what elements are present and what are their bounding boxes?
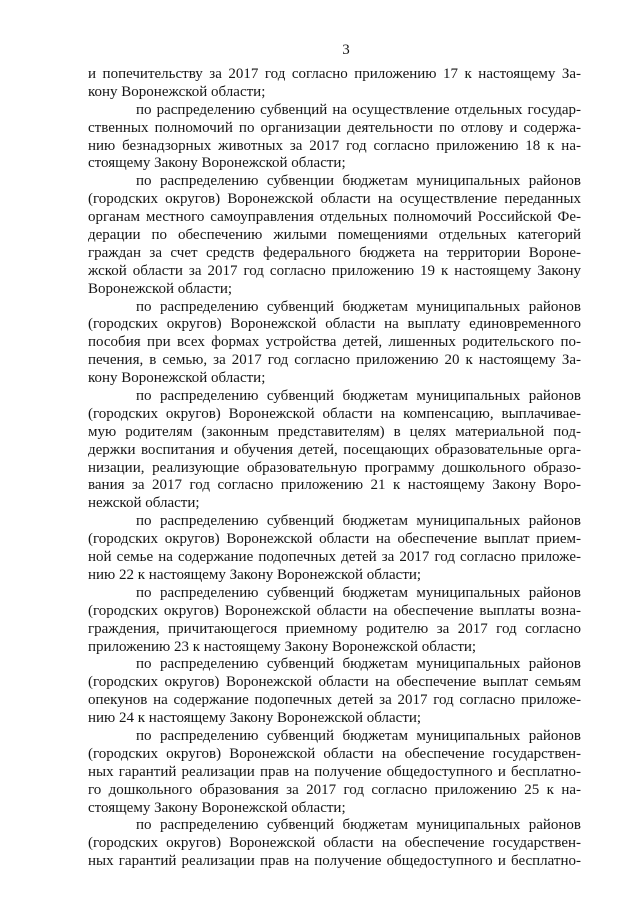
text-line: граждения, причитающегося приемному родителю за 2017 год согласно bbox=[88, 620, 581, 637]
text-line: (городских округов) Воронежской области на выплату единовременного bbox=[88, 316, 581, 333]
text-line: нию 22 к настоящему Закону Воронежской области; bbox=[88, 566, 422, 583]
text-line: (городских округов) Воронежской области на обеспечение выплат семьям bbox=[88, 674, 581, 691]
text-line: (городских округов) Воронежской области на обеспечение выплаты возна- bbox=[88, 602, 581, 619]
text-line: нежской области; bbox=[88, 495, 200, 512]
paragraph bbox=[88, 817, 581, 871]
text-line: (городских округов) Воронежской области на обеспечение выплат прием- bbox=[88, 531, 581, 548]
paragraph bbox=[88, 173, 581, 298]
text-line: (городских округов) Воронежской области на компенсацию, выплачивае- bbox=[88, 405, 581, 422]
text-line: по распределению субвенции бюджетам муниципальных районов bbox=[136, 173, 581, 190]
text-line: по распределению субвенций бюджетам муниципальных районов bbox=[136, 817, 581, 834]
paragraph bbox=[88, 585, 581, 657]
text-line: ной семье на содержание подопечных детей за 2017 год согласно приложе- bbox=[88, 549, 581, 566]
text-line: органам местного самоуправления отдельных полномочий Российской Фе- bbox=[88, 209, 581, 226]
text-line: дерации по обеспечению жилыми помещениями отдельных категорий bbox=[88, 227, 581, 244]
text-line: пособия при всех формах устройства детей, лишенных родительского по- bbox=[88, 334, 581, 351]
text-line: нию безнадзорных животных за 2017 год согласно приложению 18 к на- bbox=[88, 137, 581, 154]
text-line: стоящему Закону Воронежской области; bbox=[88, 799, 346, 816]
text-line: кону Воронежской области; bbox=[88, 370, 266, 387]
text-line: (городских округов) Воронежской области на обеспечение государствен- bbox=[88, 835, 581, 852]
document-body bbox=[88, 66, 581, 871]
text-line: держки воспитания и обучения детей, посещающих образовательные орга- bbox=[88, 441, 581, 458]
text-line: ственных полномочий по организации деятельности по отлову и содержа- bbox=[88, 119, 581, 136]
text-line: граждан за счет средств федерального бюджета на территории Вороне- bbox=[88, 244, 581, 261]
text-line: низации, реализующие образовательную программу дошкольного образо- bbox=[88, 459, 581, 476]
text-line: го дошкольного образования за 2017 год согласно приложению 25 к на- bbox=[88, 781, 581, 798]
text-line: и попечительству за 2017 год согласно приложению 17 к настоящему За- bbox=[88, 66, 581, 82]
text-line: по распределению субвенций на осуществление отдельных государ- bbox=[136, 101, 581, 118]
page-number: 3 bbox=[342, 42, 350, 58]
text-line: (городских округов) Воронежской области на осуществление переданных bbox=[88, 191, 581, 208]
paragraph bbox=[88, 513, 581, 585]
text-line: Воронежской области; bbox=[88, 280, 233, 297]
text-line: вания за 2017 год согласно приложению 21 к настоящему Закону Воро- bbox=[88, 477, 581, 494]
text-line: по распределению субвенций бюджетам муниципальных районов bbox=[136, 513, 581, 530]
text-line: по распределению субвенций бюджетам муниципальных районов bbox=[136, 584, 581, 601]
text-line: кону Воронежской области; bbox=[88, 83, 266, 100]
paragraph bbox=[88, 102, 581, 174]
paragraph bbox=[88, 299, 581, 388]
text-line: ных гарантий реализации прав на получение общедоступного и бесплатно- bbox=[88, 763, 581, 780]
paragraph bbox=[88, 66, 581, 102]
text-line: жской области за 2017 год согласно приложению 19 к настоящему Закону bbox=[88, 262, 581, 279]
paragraph bbox=[88, 728, 581, 817]
text-line: по распределению субвенций бюджетам муниципальных районов bbox=[136, 656, 581, 673]
text-line: по распределению субвенций бюджетам муниципальных районов bbox=[136, 298, 581, 315]
text-line: опекунов на содержание подопечных детей за 2017 год согласно приложе- bbox=[88, 692, 581, 709]
text-line: стоящему Закону Воронежской области; bbox=[88, 155, 346, 172]
paragraph bbox=[88, 388, 581, 513]
text-line: (городских округов) Воронежской области на обеспечение государствен- bbox=[88, 745, 581, 762]
text-line: по распределению субвенций бюджетам муниципальных районов bbox=[136, 388, 581, 405]
text-line: ных гарантий реализации прав на получение общедоступного и бесплатно- bbox=[88, 853, 581, 870]
text-line: нию 24 к настоящему Закону Воронежской области; bbox=[88, 710, 422, 727]
text-line: по распределению субвенций бюджетам муниципальных районов bbox=[136, 727, 581, 744]
text-line: приложению 23 к настоящему Закону Воронежской области; bbox=[88, 638, 477, 655]
paragraph bbox=[88, 656, 581, 728]
text-line: печения, в семью, за 2017 год согласно приложению 20 к настоящему За- bbox=[88, 352, 581, 369]
text-line: мую родителям (законным представителям) в целях материальной под- bbox=[88, 423, 581, 440]
